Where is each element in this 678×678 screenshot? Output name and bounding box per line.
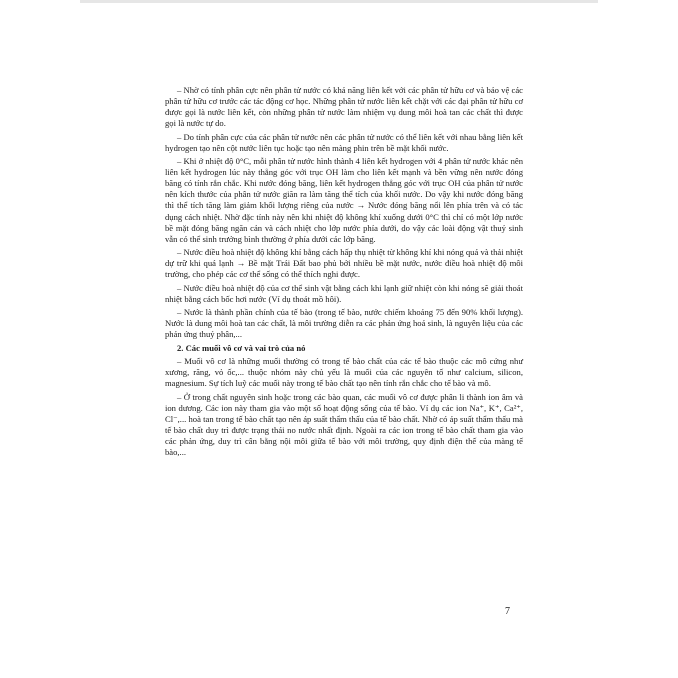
- paragraph: – Nước là thành phần chính của tế bào (trong tế bào, nước chiếm khoảng 75 đến 90% khối lượng). Nước là dung môi hoà tan các chất, là môi trường diễn ra các phản ứng hoá sinh, là nguyên liệu của các phản ứng thuỷ phân,...: [165, 307, 523, 340]
- page-number: 7: [505, 606, 510, 617]
- paragraph: – Nước điều hoà nhiệt độ không khí bằng cách hấp thụ nhiệt từ không khí khi nóng quá và thải nhiệt dự trữ khi quá lạnh → Bề mặt Trái Đất bao phủ bởi nhiều bề mặt nước, nước điều hoà nhiệt độ môi trường, cho phép các cơ thể sống có thể thích nghi được.: [165, 247, 523, 280]
- paragraph: – Nhờ có tính phân cực nên phân tử nước có khả năng liên kết với các phân tử hữu cơ và bảo vệ các phân tử hữu cơ trước các tác động cơ học. Những phân tử nước liên kết chặt với các đại phân tử hữu cơ được gọi là nước liên kết, còn những phân tử nước làm nhiệm vụ dung môi hoà tan các chất thì được gọi là nước tự do.: [165, 85, 523, 129]
- paragraph: – Muối vô cơ là những muối thường có trong tế bào chất của các tế bào thuộc các mô cứng như xương, răng, vỏ ốc,... thuộc nhóm này chủ yếu là muối của các nguyên tố như calcium, silicon, magnesium. Sự tích luỹ các muối này trong tế bào chất tạo nên tính rắn chắc cho tế bào và mô.: [165, 356, 523, 389]
- page-top-strip: [80, 0, 598, 3]
- paragraph: – Ở trong chất nguyên sinh hoặc trong các bào quan, các muối vô cơ được phân li thành ion âm và ion dương. Các ion này tham gia vào một số hoạt động sống của tế bào. Ví dụ các ion Na⁺, K⁺, Ca²⁺, Cl⁻,... hoà tan trong tế bào chất tạo nên áp suất thẩm thấu của tế bào chất. Nhờ có áp suất thẩm thấu mà tế bào chất duy trì được trạng thái no nước nhất định. Ngoài ra các ion trong tế bào chất tham gia vào các phản ứng, duy trì cân bằng nội môi giữa tế bào với môi trường, quy định điện thế của màng tế bào,...: [165, 391, 523, 457]
- section-heading: 2. Các muối vô cơ và vai trò của nó: [177, 343, 306, 354]
- paragraph: – Khi ở nhiệt độ 0°C, mỗi phân tử nước hình thành 4 liên kết hydrogen với 4 phân tử nước khác nên liên kết hydrogen lúc này thẳng góc với trục OH làm cho liên kết mạnh và bền vững nên nước đóng băng có tính rắn chắc. Khi nước đóng băng, liên kết hydrogen thẳng góc với trục OH của phân tử nước nên kích thước của phân tử nước giãn ra làm tăng thể tích của khối nước. Do vậy khi nước đóng băng thì thể tích tăng làm giảm khối lượng riêng của nước → Nước đóng băng nổi lên phía trên và có tác dụng cách nhiệt. Nhờ đặc tính này nên khi nhiệt độ không khí xuống dưới 0°C thì chỉ có một lớp nước bề mặt đóng băng ngăn cản và cách nhiệt cho lớp nước phía dưới, do vậy các loài động vật thuỷ sinh vẫn có thể sinh trưởng bình thường ở phía dưới các lớp băng.: [165, 156, 523, 244]
- paragraph: – Do tính phân cực của các phân tử nước nên các phân tử nước có thể liên kết với nhau bằng liên kết hydrogen tạo nên cột nước liên tục hoặc tạo nên màng phin trên bề mặt khối nước.: [165, 131, 523, 153]
- paragraph: – Nước điều hoà nhiệt độ của cơ thể sinh vật bằng cách khi lạnh giữ nhiệt còn khi nóng sẽ giải thoát nhiệt bằng cách bốc hơi nước (Ví dụ thoát mồ hôi).: [165, 282, 523, 304]
- document-page: [165, 85, 523, 461]
